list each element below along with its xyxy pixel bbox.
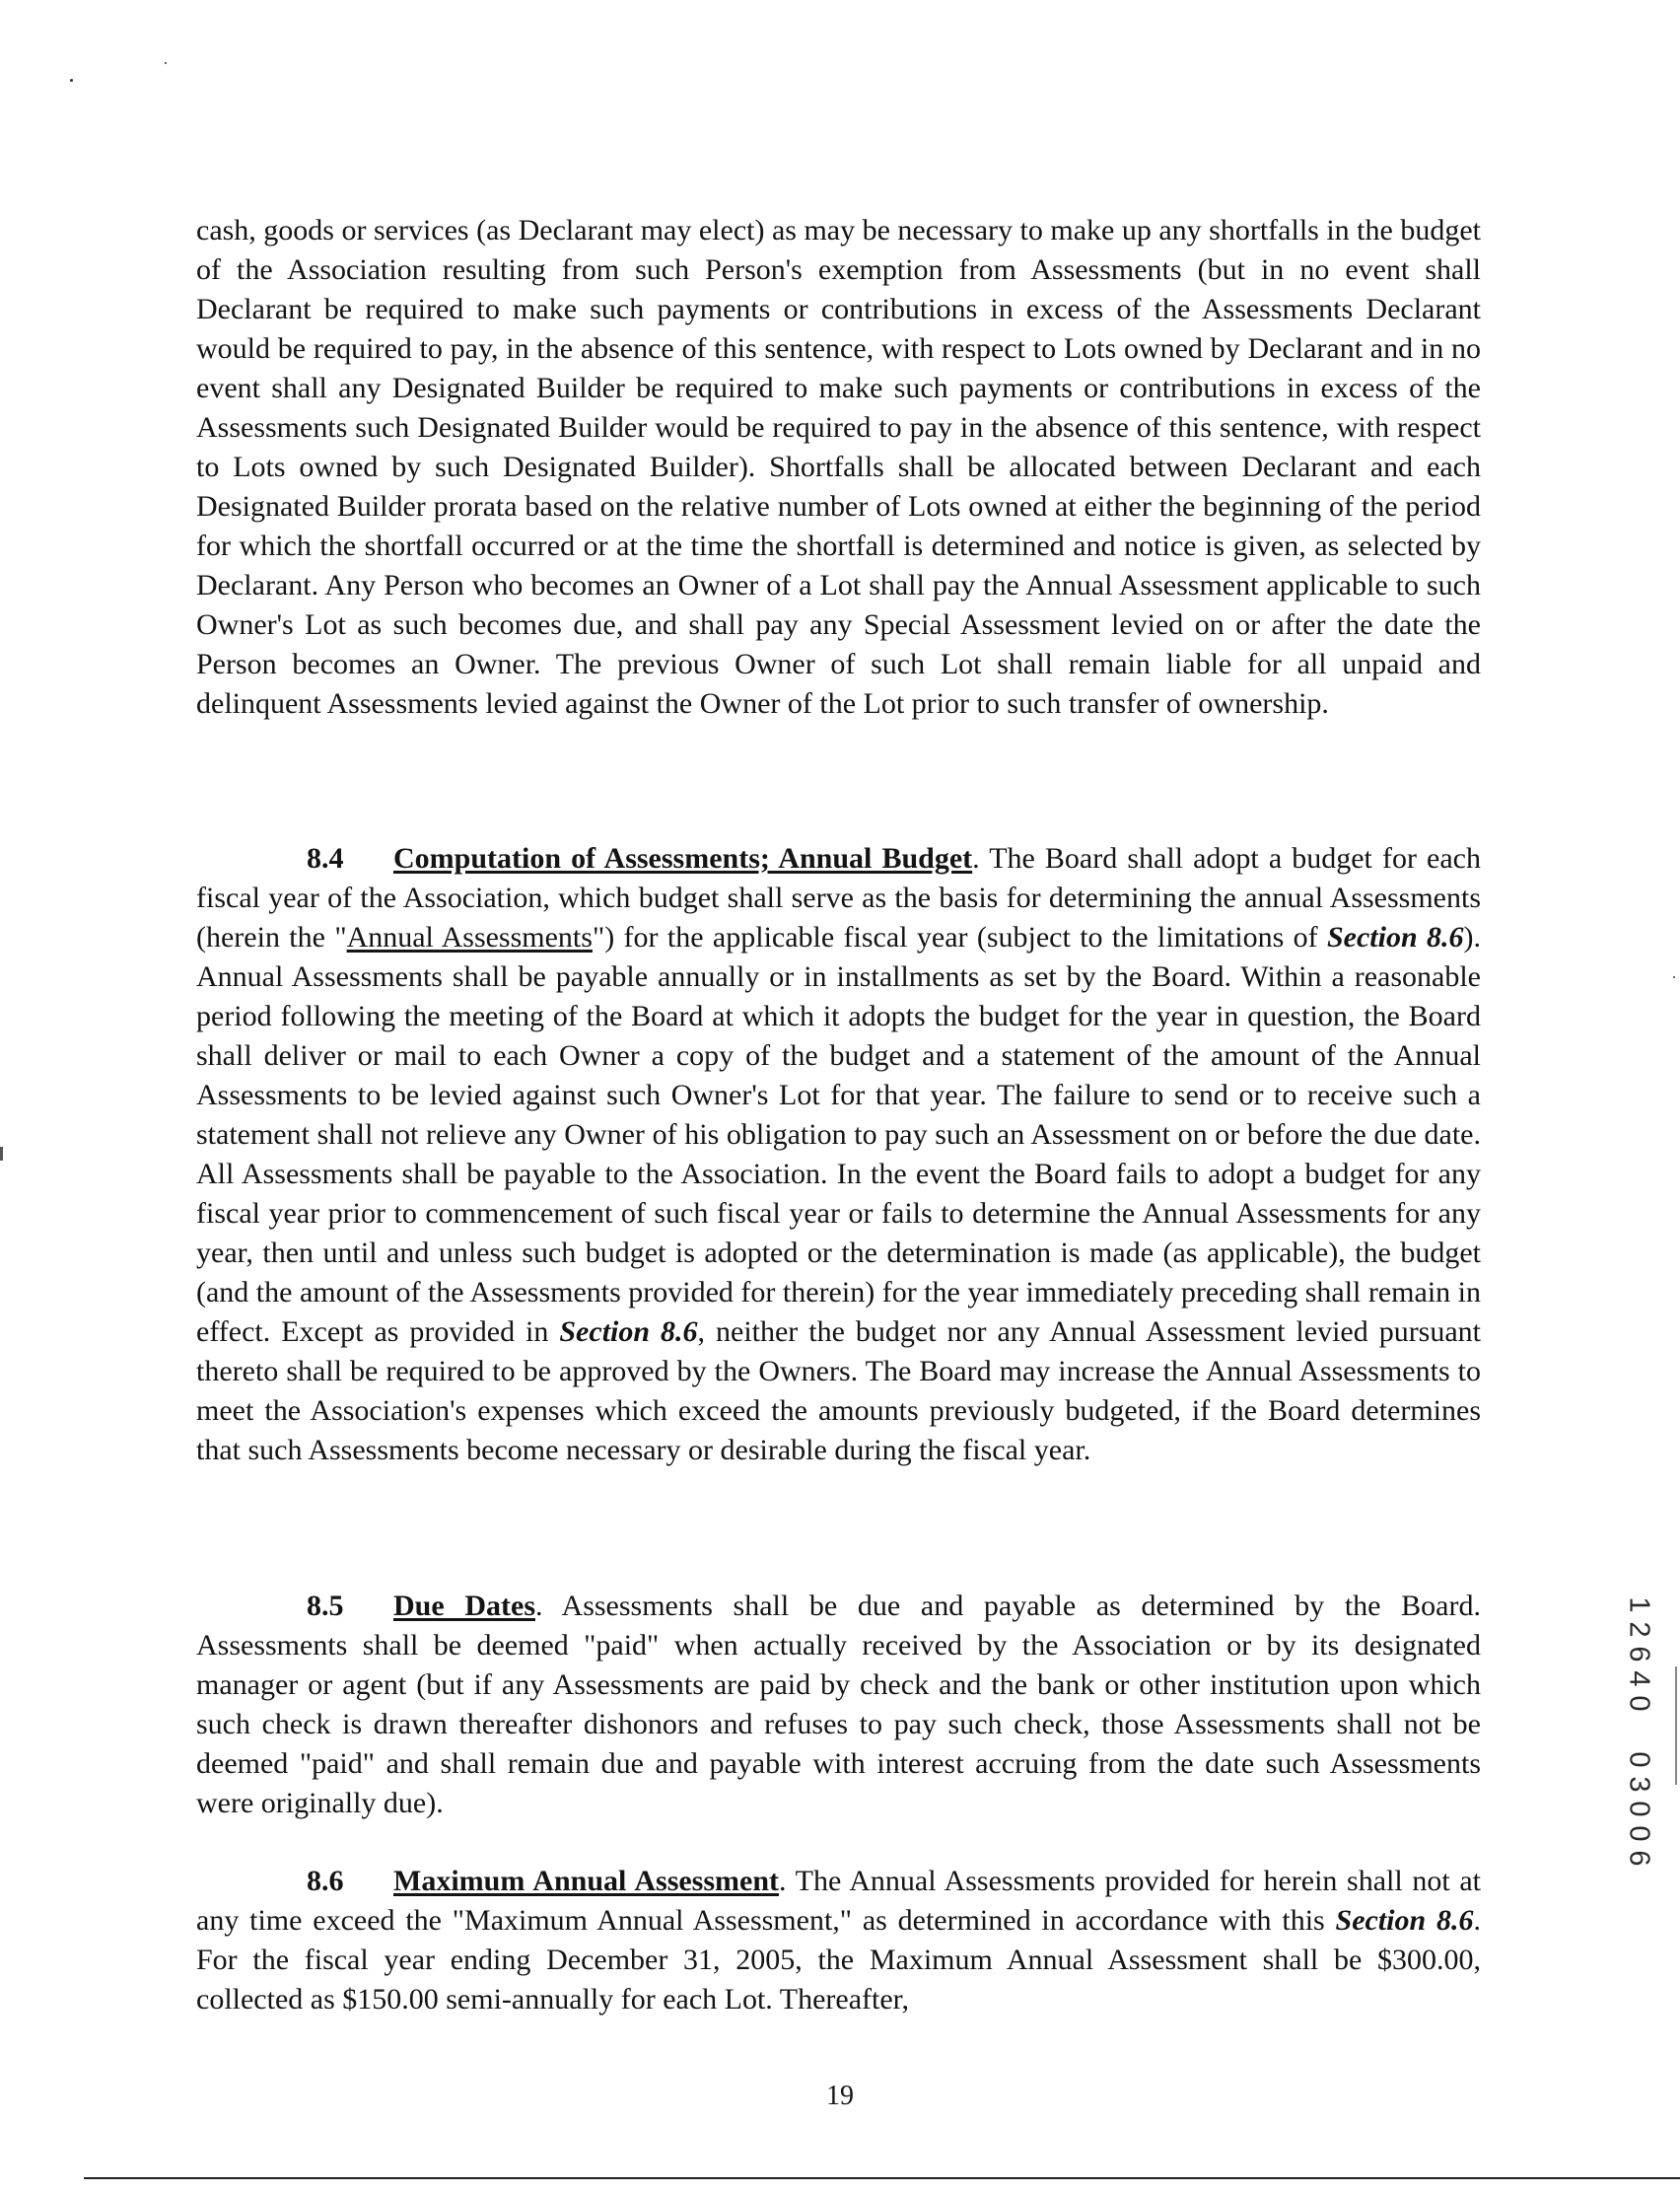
section-text: , neither the budget nor any Annual Assessment levied pursuant thereto shall be required to be approved by the Owners. The Board may increase the Annual Assessments to meet the Association's expenses which exceed the amounts previously budgeted, if the Board determines that such Assessments become necessary or desirable during the fiscal year. (196, 1315, 1482, 1466)
scan-edge-mark (0, 1147, 3, 1161)
section-title: Due Dates (393, 1590, 535, 1622)
continuation-paragraph: cash, goods or services (as Declarant may elect) as may be necessary to make up any shortfalls in the budget of the Association resulting from such Person's exemption from Assessments (but in no event shall Declarant be required to make such payments or contributions in excess of the Assessments Declarant would be required to pay, in the absence of this sentence, with respect to Lots owned by Declarant and in no event shall any Designated Builder be required to make such payments or contributions in excess of the Assessments such Designated Builder would be required to pay in the absence of this sentence, with respect to Lots owned by such Designated Builder). Shortfalls shall be allocated between Declarant and each Designated Builder prorata based on the relative number of Lots owned at either the beginning of the period for which the shortfall occurred or at the time the shortfall is determined and notice is given, as selected by Declarant. Any Person who becomes an Owner of a Lot shall pay the Annual Assessment applicable to such Owner's Lot as such becomes due, and shall pay any Special Assessment levied on or after the date the Person becomes an Owner. The previous Owner of such Lot shall remain liable for all unpaid and delinquent Assessments levied against the Owner of the Lot prior to such transfer of ownership. (196, 214, 1481, 720)
section-text: . For the fiscal year ending December 31, 2005, the Maximum Annual Assessment shall be $300.00, collected as $150.00 semi-annually for each Lot. Thereafter, (196, 1904, 1481, 2016)
section-8-6-paragraph (196, 1862, 1481, 2019)
stamp-digit: 0 (1623, 1695, 1655, 1712)
section-8-4-paragraph (196, 839, 1481, 1470)
stamp-group (1622, 1747, 1655, 1871)
stamp-digit: 0 (1623, 1801, 1655, 1817)
stamp-digit: 4 (1623, 1670, 1655, 1687)
scan-speck (1673, 976, 1675, 978)
section-title: Maximum Annual Assessment (393, 1865, 780, 1897)
section-text: . The Annual Assessments provided for herein shall not at any time exceed the "Maximum Annual Assessment," as determined in accordance with this (196, 1865, 1481, 1937)
bottom-divider (84, 2177, 1680, 2179)
section-text: . The Board shall adopt a budget for each fiscal year of the Association, which budget shall serve as the basis for determining the annual Assessments (herein the " (196, 842, 1481, 954)
scan-speck (70, 79, 73, 82)
recording-stamp (1622, 1592, 1655, 1871)
stamp-group (1622, 1592, 1655, 1716)
section-reference: Section 8.6 (1326, 921, 1464, 954)
stamp-digit: 2 (1623, 1621, 1655, 1638)
scan-edge-mark (1675, 1666, 1677, 1785)
scan-speck (165, 62, 167, 64)
section-number: 8.4 (307, 842, 344, 875)
page-number: 19 (826, 2081, 854, 2111)
stamp-digit: 6 (1623, 1646, 1655, 1662)
section-text: . Assessments shall be due and payable as determined by the Board. Assessments shall be deemed "paid" when actually received by the Association or by its designated manager or agent (but if any Assessments are paid by check and the bank or other institution upon which such check is drawn thereafter dishonors and refuses to pay such check, those Assessments shall not be deemed "paid" and shall remain due and payable with interest accruing from the date such Assessments were originally due). (196, 1590, 1481, 1819)
stamp-digit: 6 (1623, 1850, 1655, 1867)
section-title: Computation of Assessments; Annual Budget (393, 842, 973, 875)
section-number: 8.6 (307, 1865, 344, 1897)
section-reference: Section 8.6 (1335, 1904, 1474, 1937)
stamp-digit: 0 (1623, 1825, 1655, 1842)
section-8-5-paragraph (196, 1587, 1481, 1823)
section-number: 8.5 (307, 1590, 344, 1622)
section-reference: Section 8.6 (559, 1315, 698, 1348)
defined-term: Annual Assessments (346, 921, 593, 954)
stamp-digit: 3 (1623, 1776, 1655, 1793)
stamp-digit: 0 (1623, 1751, 1655, 1768)
section-text: ") for the applicable fiscal year (subject to the limitations of (592, 921, 1327, 954)
section-text: ). Annual Assessments shall be payable annually or in installments as set by the Board. Within a reasonable period following the meeting of the Board at which it adopts the budget for the year in question, the Board shall deliver or mail to each Owner a copy of the budget and a statement of the amount of the Annual Assessments to be levied against such Owner's Lot for that year. The failure to send or to receive such a statement shall not relieve any Owner of his obligation to pay such an Assessment on or before the due date. All Assessments shall be payable to the Association. In the event the Board fails to adopt a budget for any fiscal year prior to commencement of such fiscal year or fails to determine the Annual Assessments for any year, then until and unless such budget is adopted or the determination is made (as applicable), the budget (and the amount of the Assessments provided for therein) for the year immediately preceding shall remain in effect. Except as provided in (196, 921, 1482, 1348)
stamp-digit: 1 (1623, 1596, 1655, 1613)
